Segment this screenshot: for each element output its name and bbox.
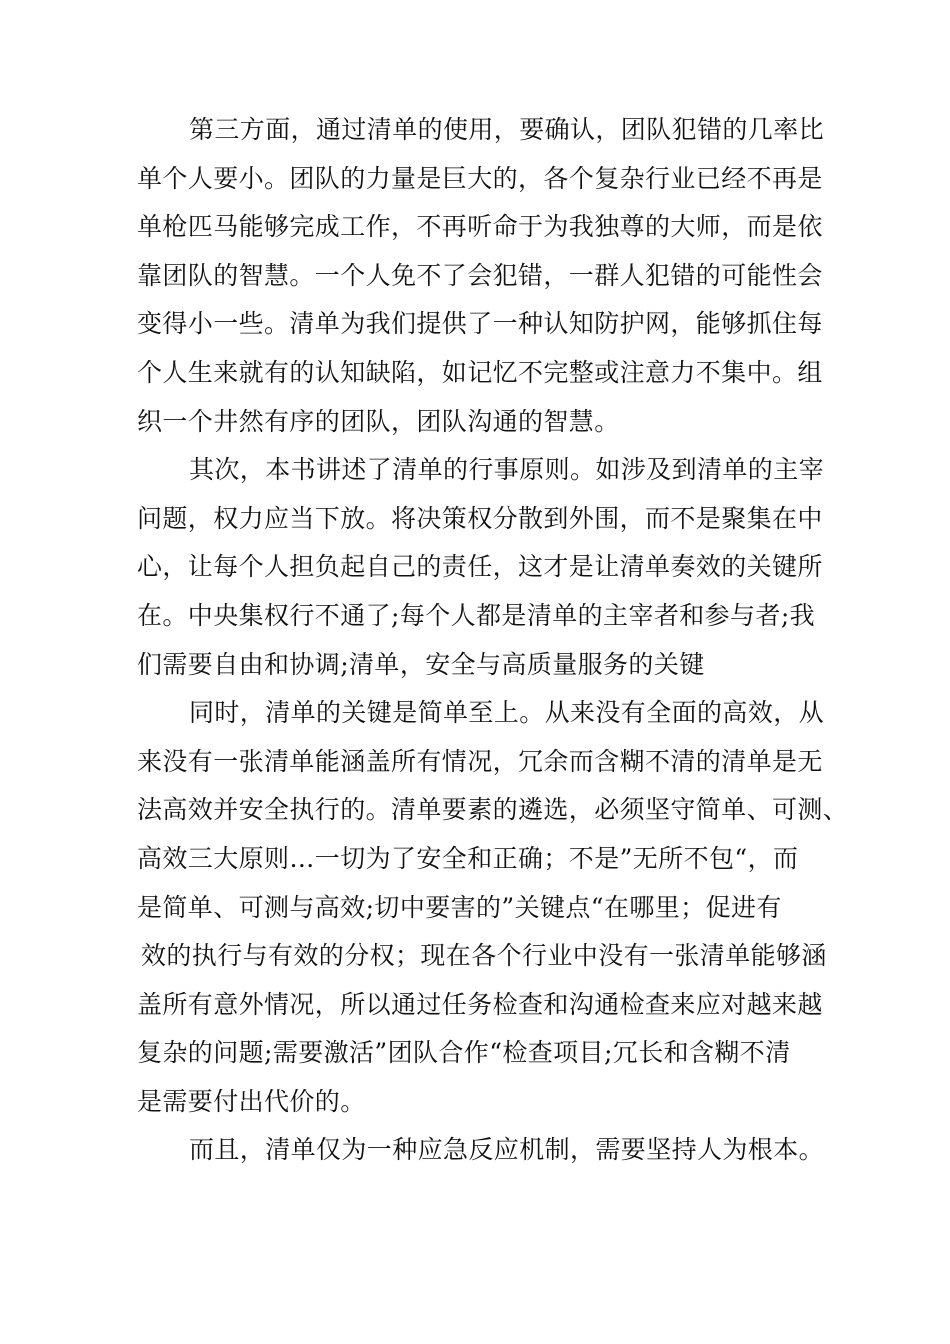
text-line: 单枪匹马能够完成工作，不再听命于为我独尊的大师，而是依 [137, 212, 823, 242]
text-line: 盖所有意外情况，所以通过任务检查和沟通检查来应对越来越 [137, 989, 823, 1019]
text-line: 而且，清单仅为一种应急反应机制，需要坚持人为根本。 [189, 1135, 825, 1165]
text-line: 问题，权力应当下放。将决策权分散到外围，而不是聚集在中 [137, 503, 823, 533]
paragraph-1 [137, 106, 837, 446]
text-line: 法高效并安全执行的。清单要素的遴选，必须坚守简单、可测、 [137, 795, 849, 825]
text-line: 其次，本书讲述了清单的行事原则。如涉及到清单的主宰 [189, 455, 825, 485]
paragraph-4 [137, 1126, 837, 1175]
text-line: 个人生来就有的认知缺陷，如记忆不完整或注意力不集中。组 [137, 357, 823, 387]
text-line: 心，让每个人担负起自己的责任，这才是让清单奏效的关键所 [137, 552, 823, 582]
paragraph-2 [137, 446, 837, 689]
text-line: 同时，清单的关键是简单至上。从来没有全面的高效，从 [189, 698, 825, 728]
text-line: 效的执行与有效的分权；现在各个行业中没有一张清单能够涵 [141, 941, 827, 971]
text-line: 靠团队的智慧。一个人免不了会犯错，一群人犯错的可能性会 [137, 260, 823, 290]
document-page [137, 106, 849, 1175]
text-line: 变得小一些。清单为我们提供了一种认知防护网，能够抓住每 [137, 309, 823, 339]
text-line: 织一个井然有序的团队，团队沟通的智慧。 [137, 406, 620, 436]
text-line: 们需要自由和协调;清单，安全与高质量服务的关键 [137, 649, 705, 679]
text-line: 复杂的问题;需要激活”团队合作“检查项目;冗长和含糊不清 [137, 1038, 791, 1068]
text-line: 高效三大原则…一切为了安全和正确；不是”无所不包“，而 [137, 843, 799, 873]
text-line: 来没有一张清单能涵盖所有情况，冗余而含糊不清的清单是无 [137, 746, 823, 776]
text-line: 在。中央集权行不通了;每个人都是清单的主宰者和参与者;我 [137, 600, 816, 630]
text-line: 是简单、可测与高效;切中要害的”关键点“在哪里；促进有 [137, 892, 782, 922]
text-line: 是需要付出代价的。 [137, 1086, 366, 1116]
paragraph-3 [137, 689, 849, 1126]
text-line: 第三方面，通过清单的使用，要确认，团队犯错的几率比 [189, 115, 825, 144]
text-line: 单个人要小。团队的力量是巨大的，各个复杂行业已经不再是 [137, 163, 823, 193]
